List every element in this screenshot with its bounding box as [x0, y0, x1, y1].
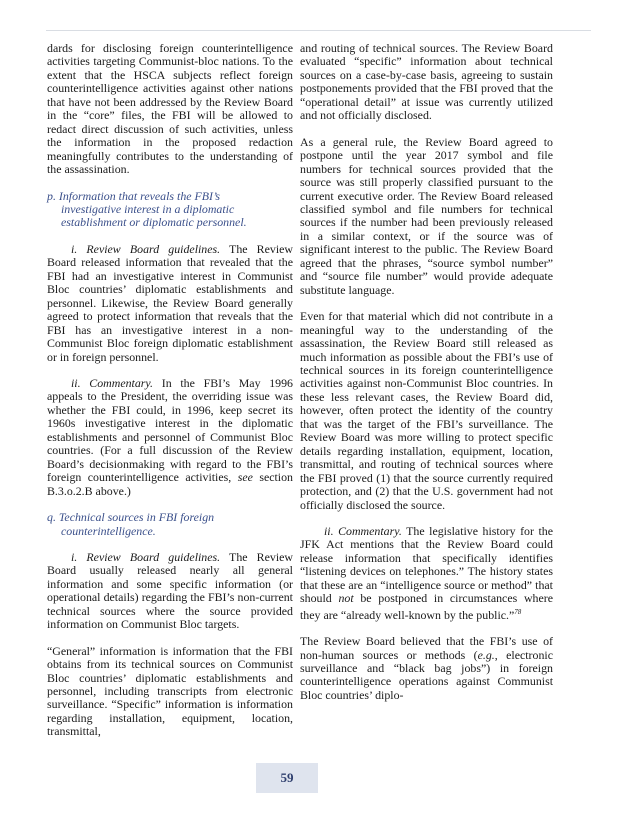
- subsection-lead: i. Review Board guidelines.: [71, 549, 221, 564]
- right-column: [300, 42, 553, 715]
- paragraph: i. Review Board guidelines. The Review Board released information that revealed that the FBI had an investigative interest in Communist Bloc countries’ diplomatic establishments and personnel. Likewise, the Review Board generally agreed to protect information that reveals that the FBI has an investigative interest in a non-Communist Bloc foreign diplomatic establishment or in foreign personnel.: [47, 241, 293, 364]
- page-number-box: [256, 763, 318, 793]
- paragraph: ii. Commentary. The legislative history for the JFK Act mentions that the Review Board could release information that specifically identifies “listening devices on telephones.” The history states that these are an “intelligence source or method” that should not be postponed in circumstances where they are “already well-known by the public.”$^{78}$: [300, 523, 553, 622]
- paragraph: Even for that material which did not contribute in a meaningful way to the understanding of the assassination, the Review Board still released as much information as possible about the FBI’s use of technical sources in its foreign counterintelligence activities against non-Communist Bloc countries. In these less relevant cases, the Review Board did, however, often protect the identity of the country that was the target of the FBI’s surveillance. The Review Board was more willing to protect specific details regarding installation, equipment, location, transmittal, and routing of technical sources where the FBI proved (1) that the source currently required protection, and (2) that the U.S. government had not officially disclosed the source.: [300, 309, 553, 512]
- paragraph: and routing of technical sources. The Review Board evaluated “specific” information about technical sources on a case-by-case basis, agreeing to sustain postponements provided that the FBI proved that the “operational detail” at issue was currently utilized and not officially disclosed.: [300, 41, 553, 123]
- subsection-lead: ii. Commentary.: [71, 375, 154, 390]
- page-number: 59: [280, 770, 294, 785]
- paragraph: The Review Board believed that the FBI’s use of non-human sources or methods (e.g., electronic surveillance and “black bag jobs”) in foreign counterintelligence operations against Communist Bloc countries’ diplo-: [300, 634, 553, 702]
- paragraph: As a general rule, the Review Board agreed to postpone until the year 2017 symbol and file numbers for technical sources provided that the source was still properly classified pursuant to the current executive order. The Review Board released classified symbol and file numbers for technical sources if the number had been previously released in a similar context, or if the source was of significant interest to the public. The Review Board agreed that the phrases, “source symbol number” and “source file number” would provide adequate substitute language.: [300, 134, 553, 297]
- paragraph: dards for disclosing foreign counterintelligence activities targeting Communist-bloc nations. To the extent that the HSCA subjects reflect foreign counterintelligence activities against other nations that have not been addressed by the Review Board in the “core” files, the FBI will be allowed to redact direct discussion of such activities, unless the information in the proposed redaction meaningfully contributes to the understanding of the assassination.: [47, 41, 293, 177]
- footnote-marker: 78: [514, 607, 522, 616]
- left-column: [47, 42, 293, 752]
- paragraph: i. Review Board guidelines. The Review Board usually released nearly all general information and some specific information (or operational details) regarding the FBI’s non-current technical sources where the source provided information on Communist Bloc targets.: [47, 549, 293, 632]
- paragraph: ii. Commentary. In the FBI’s May 1996 appeals to the President, the overriding issue was whether the FBI could, in 1996, keep secret its 1960s investigative interest in the diplomatic establishments and personnel of Communist Bloc countries. (For a full discussion of the Review Board’s decisionmaking with regard to the FBI’s foreign counterintelligence activities, see section B.3.o.2.B above.): [47, 375, 293, 498]
- top-rule: [46, 30, 591, 31]
- subsection-lead: ii. Commentary.: [324, 523, 402, 538]
- section-heading-p: p. Information that reveals the FBI’s investigative interest in a diplomatic establishment or diplomatic personnel.: [47, 188, 247, 230]
- subsection-lead: i. Review Board guidelines.: [71, 241, 221, 256]
- section-heading-q: q. Technical sources in FBI foreign counterintelligence.: [47, 510, 215, 538]
- paragraph: “General” information is information that the FBI obtains from its technical sources on Communist Bloc countries’ diplomatic establishments and personnel, including transcripts from electronic surveillance. “Specific” information is information regarding installation, equipment, location, transmittal,: [47, 643, 293, 739]
